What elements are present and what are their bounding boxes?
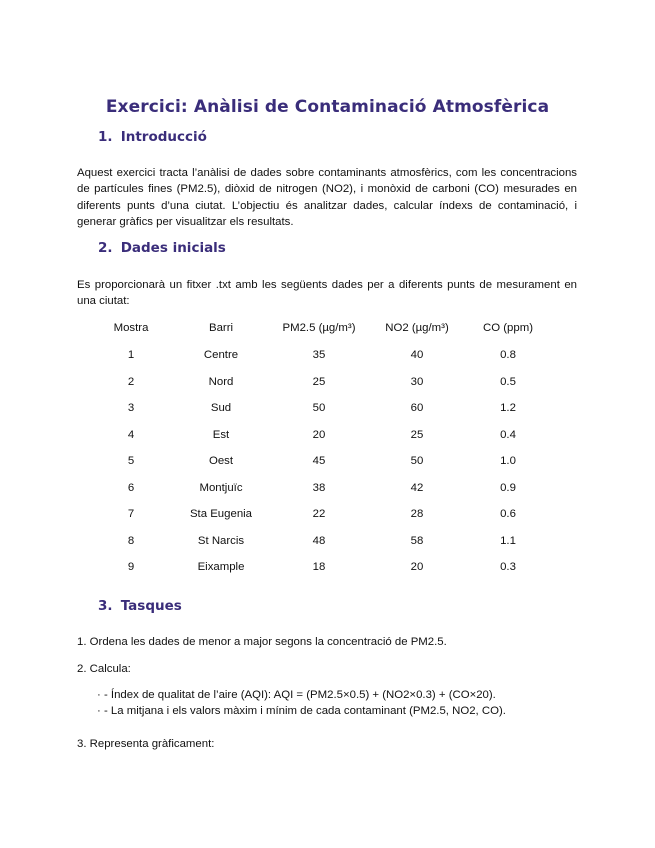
cell-barri: Nord <box>208 375 234 388</box>
cell-no2: 28 <box>410 508 424 521</box>
cell-co: 0.6 <box>500 508 516 521</box>
cell-barri: Sud <box>210 402 232 415</box>
section-heading-tasques <box>98 598 182 614</box>
table-row <box>90 395 550 422</box>
header-barri: Barri <box>208 322 234 334</box>
section-title: Tasques <box>120 598 182 614</box>
header-no2: NO2 (µg/m³) <box>385 322 449 334</box>
cell-co: 1.1 <box>500 534 516 547</box>
cell-pm25: 50 <box>312 402 326 415</box>
cell-mostra: 1 <box>127 349 135 362</box>
cell-barri: Eixample <box>197 561 245 574</box>
task-2-bullet-stats: · - La mitjana i els valors màxim i mínim de cada contaminant (PM2.5, NO2, CO). <box>97 705 506 717</box>
cell-co: 0.5 <box>500 375 516 388</box>
header-pm25: PM2.5 (µg/m³) <box>282 322 356 334</box>
cell-co: 1.0 <box>500 455 516 468</box>
section-number: 3. <box>98 598 113 614</box>
header-mostra: Mostra <box>113 322 149 334</box>
cell-barri: Est <box>212 428 230 441</box>
section-number: 1. <box>98 129 113 145</box>
cell-mostra: 5 <box>127 455 135 468</box>
cell-co: 0.4 <box>500 428 516 441</box>
header-co: CO (ppm) <box>483 322 533 334</box>
cell-mostra: 8 <box>127 534 135 547</box>
cell-mostra: 2 <box>127 375 135 388</box>
cell-no2: 58 <box>410 534 424 547</box>
cell-no2: 30 <box>410 375 424 388</box>
cell-no2: 60 <box>410 402 424 415</box>
table-row <box>90 422 550 449</box>
cell-barri: Oest <box>208 455 234 468</box>
cell-no2: 50 <box>410 455 424 468</box>
cell-no2: 20 <box>410 561 424 574</box>
cell-mostra: 6 <box>127 481 135 494</box>
cell-mostra: 7 <box>127 508 135 521</box>
document-title: Exercici: Anàlisi de Contaminació Atmosfèrica <box>105 97 550 117</box>
table-row <box>90 475 550 502</box>
cell-co: 0.8 <box>500 349 516 362</box>
table-row <box>90 448 550 475</box>
cell-mostra: 4 <box>127 428 135 441</box>
task-1: 1. Ordena les dades de menor a major segons la concentració de PM2.5. <box>77 636 447 648</box>
cell-no2: 25 <box>410 428 424 441</box>
cell-barri: Montjuïc <box>199 481 243 494</box>
cell-pm25: 45 <box>312 455 326 468</box>
cell-co: 0.9 <box>500 481 516 494</box>
table-row <box>90 369 550 396</box>
intro-paragraph: Aquest exercici tracta l’anàlisi de dades sobre contaminants atmosfèrics, com les concentracions de partícules fines (PM2.5), diòxid de nitrogen (NO2), i monòxid de carboni (CO) mesurades en diferents punts d’una ciutat. L’objectiu és analitzar dades, calcular índexs de contaminació, i generar gràfics per visualitzar els resultats. <box>77 167 577 228</box>
task-2-bullet-aqi: · - Índex de qualitat de l’aire (AQI): AQI = (PM2.5×0.5) + (NO2×0.3) + (CO×20). <box>97 689 496 701</box>
task-3: 3. Representa gràficament: <box>77 738 215 750</box>
section-heading-introduccio <box>98 129 207 145</box>
section-number: 2. <box>98 240 113 256</box>
cell-pm25: 38 <box>312 481 326 494</box>
cell-pm25: 25 <box>312 375 326 388</box>
cell-pm25: 35 <box>312 349 326 362</box>
task-2: 2. Calcula: <box>77 663 131 675</box>
table-header-row <box>90 314 550 342</box>
cell-pm25: 22 <box>312 508 326 521</box>
section-title: Dades inicials <box>120 240 226 256</box>
cell-pm25: 48 <box>312 534 326 547</box>
cell-barri: St Narcis <box>197 534 245 547</box>
table-row <box>90 528 550 555</box>
section-title: Introducció <box>120 129 207 145</box>
table-row <box>90 501 550 528</box>
cell-mostra: 9 <box>127 561 135 574</box>
cell-co: 1.2 <box>500 402 516 415</box>
cell-barri: Centre <box>203 349 239 362</box>
pollution-data-table <box>90 314 550 581</box>
cell-pm25: 20 <box>312 428 326 441</box>
section-heading-dades-inicials <box>98 240 226 256</box>
table-row <box>90 554 550 581</box>
table-row <box>90 342 550 369</box>
data-paragraph: Es proporcionarà un fitxer .txt amb les següents dades per a diferents punts de mesurament en una ciutat: <box>77 279 577 308</box>
cell-barri: Sta Eugenia <box>189 508 253 521</box>
cell-no2: 40 <box>410 349 424 362</box>
cell-no2: 42 <box>410 481 424 494</box>
cell-mostra: 3 <box>127 402 135 415</box>
cell-pm25: 18 <box>312 561 326 574</box>
cell-co: 0.3 <box>500 561 516 574</box>
